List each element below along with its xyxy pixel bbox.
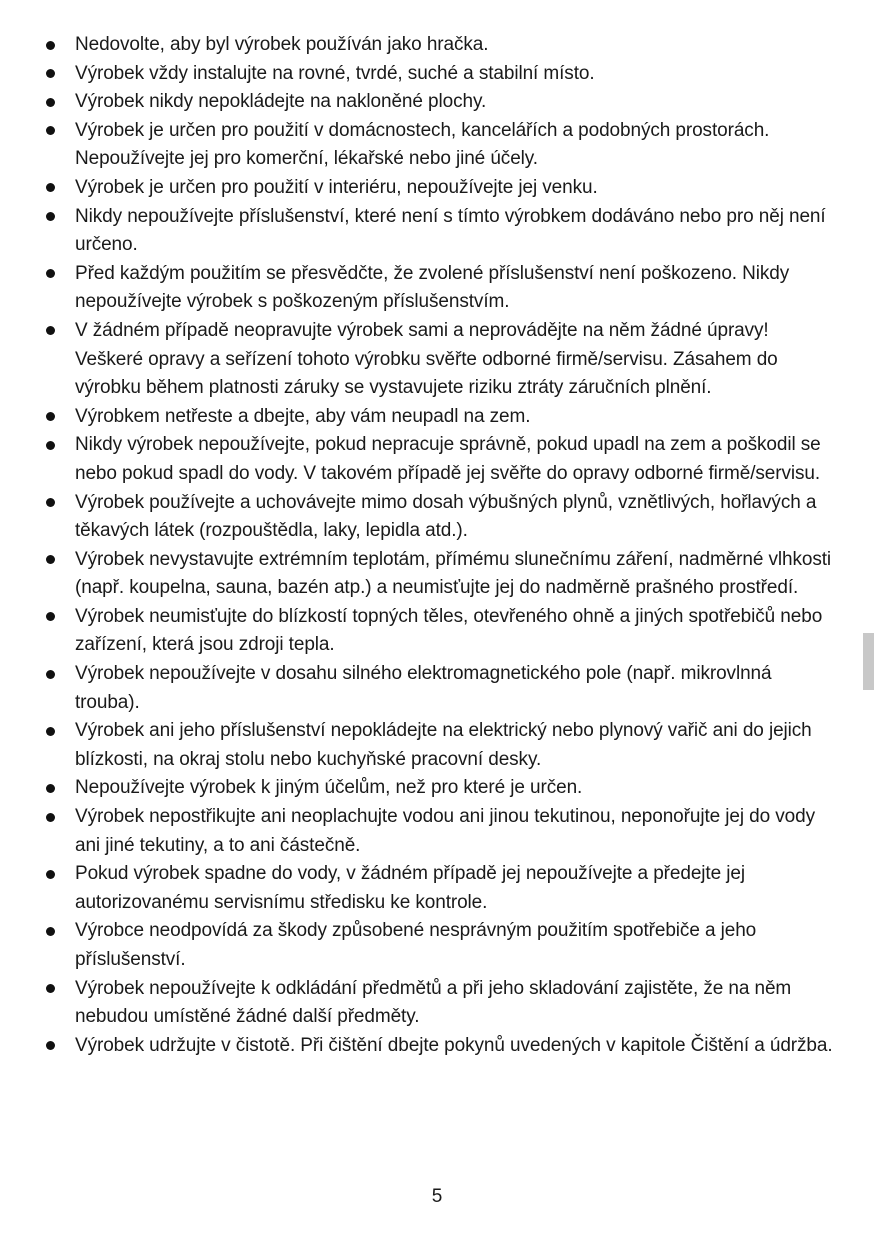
bullet-icon <box>46 498 55 507</box>
list-item-text: Výrobek vždy instalujte na rovné, tvrdé, suché a stabilní místo. <box>75 62 595 84</box>
safety-instructions-list <box>40 31 840 1060</box>
bullet-icon <box>46 412 55 421</box>
list-item <box>40 660 840 717</box>
bullet-icon <box>46 212 55 221</box>
bullet-icon <box>46 183 55 192</box>
list-item <box>40 117 840 174</box>
list-item-text: Výrobek neumisťujte do blízkostí topných těles, otevřeného ohně a jiných spotřebičů nebo zařízení, která jsou zdroji tepla. <box>75 605 823 656</box>
list-item <box>40 489 840 546</box>
list-item-text: V žádném případě neopravujte výrobek sami a neprovádějte na něm žádné úpravy! Veškeré opravy a seřízení tohoto výrobku svěřte odborné firmě/servisu. Zásahem do výrobku během platnosti záruky se vystavujete riziku ztráty záručních plnění. <box>75 319 778 399</box>
list-item <box>40 88 840 117</box>
list-item <box>40 431 840 488</box>
list-item-text: Výrobek je určen pro použití v interiéru, nepoužívejte jej venku. <box>75 176 598 198</box>
list-item <box>40 260 840 317</box>
list-item-text: Výrobek je určen pro použití v domácnostech, kancelářích a podobných prostorách. Nepoužívejte jej pro komerční, lékařské nebo jiné účely. <box>75 119 770 170</box>
list-item-text: Výrobkem netřeste a dbejte, aby vám neupadl na zem. <box>75 405 531 427</box>
list-item-text: Nepoužívejte výrobek k jiným účelům, než pro které je určen. <box>75 777 583 799</box>
page-number: 5 <box>431 1186 443 1207</box>
list-item-text: Výrobek nevystavujte extrémním teplotám, přímému slunečnímu záření, nadměrné vlhkosti (např. koupelna, sauna, bazén atp.) a neumisťujte jej do nadměrně prašného prostředí. <box>75 548 832 599</box>
bullet-icon <box>46 441 55 450</box>
list-item <box>40 203 840 260</box>
list-item <box>40 975 840 1032</box>
bullet-icon <box>46 269 55 278</box>
list-item <box>40 317 840 403</box>
list-item <box>40 717 840 774</box>
bullet-icon <box>46 326 55 335</box>
list-item <box>40 803 840 860</box>
bullet-icon <box>46 126 55 135</box>
list-item <box>40 31 840 60</box>
bullet-icon <box>46 69 55 78</box>
bullet-icon <box>46 41 55 50</box>
list-item <box>40 860 840 917</box>
list-item <box>40 403 840 432</box>
list-item-text: Výrobek nepoužívejte k odkládání předmětů a při jeho skladování zajistěte, že na něm nebudou umístěné žádné další předměty. <box>75 977 792 1028</box>
list-item-text: Výrobek nepoužívejte v dosahu silného elektromagnetického pole (např. mikrovlnná trouba). <box>75 663 772 713</box>
list-item-text: Výrobek nikdy nepokládejte na nakloněné plochy. <box>75 91 487 113</box>
bullet-icon <box>46 784 55 793</box>
list-item-text: Nikdy výrobek nepoužívejte, pokud nepracuje správně, pokud upadl na zem a poškodil se nebo pokud spadl do vody. V takovém případě jej svěřte do opravy odborné firmě/servisu. <box>75 434 821 484</box>
list-item-text: Výrobce neodpovídá za škody způsobené nesprávným použitím spotřebiče a jeho příslušenství. <box>75 920 757 970</box>
bullet-icon <box>46 98 55 107</box>
list-item-text: Před každým použitím se přesvědčte, že zvolené příslušenství není poškozeno. Nikdy nepoužívejte výrobek s poškozeným příslušenstvím. <box>75 262 790 313</box>
bullet-icon <box>46 984 55 993</box>
bullet-icon <box>46 555 55 564</box>
list-item <box>40 60 840 89</box>
list-item-text: Pokud výrobek spadne do vody, v žádném případě jej nepoužívejte a předejte jej autorizovanému servisnímu středisku ke kontrole. <box>75 863 745 913</box>
list-item <box>40 174 840 203</box>
side-tab-marker <box>863 633 874 690</box>
bullet-icon <box>46 612 55 621</box>
list-item-text: Nikdy nepoužívejte příslušenství, které není s tímto výrobkem dodáváno nebo pro něj není určeno. <box>75 205 826 256</box>
bullet-icon <box>46 670 55 679</box>
list-item-text: Nedovolte, aby byl výrobek používán jako hračka. <box>75 34 489 55</box>
list-item <box>40 546 840 603</box>
bullet-icon <box>46 870 55 879</box>
list-item-text: Výrobek ani jeho příslušenství nepokládejte na elektrický nebo plynový vařič ani do jejich blízkosti, na okraj stolu nebo kuchyňské pracovní desky. <box>75 720 812 770</box>
list-item <box>40 603 840 660</box>
bullet-icon <box>46 927 55 936</box>
list-item-text: Výrobek udržujte v čistotě. Při čištění dbejte pokynů uvedených v kapitole Čištění a údržba. <box>75 1034 833 1056</box>
list-item <box>40 917 840 974</box>
list-item-text: Výrobek nepostřikujte ani neoplachujte vodou ani jinou tekutinou, neponořujte jej do vody ani jiné tekutiny, a to ani částečně. <box>75 806 816 856</box>
bullet-icon <box>46 727 55 736</box>
bullet-icon <box>46 813 55 822</box>
bullet-icon <box>46 1041 55 1050</box>
list-item <box>40 774 840 803</box>
list-item <box>40 1032 840 1061</box>
list-item-text: Výrobek používejte a uchovávejte mimo dosah výbušných plynů, vznětlivých, hořlavých a těkavých látek (rozpouštědla, laky, lepidla atd.). <box>75 491 817 542</box>
